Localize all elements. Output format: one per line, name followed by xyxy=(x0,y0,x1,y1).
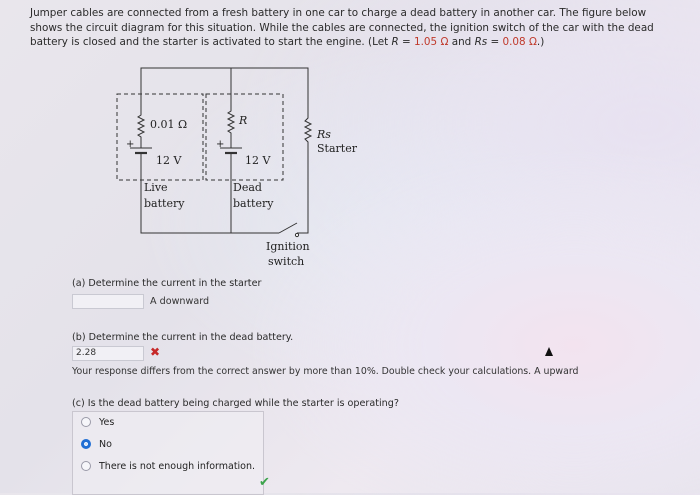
rs-variable: Rs xyxy=(474,36,488,49)
live-battery-box xyxy=(117,94,203,180)
starter-symbol-label: Rs xyxy=(317,128,331,141)
option-no[interactable] xyxy=(73,435,112,453)
rs-equals: = xyxy=(487,36,503,49)
dead-label-line1: Dead xyxy=(233,181,262,194)
problem-statement xyxy=(30,6,690,50)
option-no-label: No xyxy=(99,438,112,450)
live-label-line2: battery xyxy=(144,197,185,210)
switch-label-line1: Ignition xyxy=(266,240,310,253)
part-a-question: (a) Determine the current in the starter xyxy=(72,278,262,289)
starter-label: Starter xyxy=(317,142,357,155)
dead-plus-sign: + xyxy=(216,139,225,150)
r-equals: = xyxy=(398,36,415,49)
part-a-unit: A downward xyxy=(150,296,210,307)
top-wire xyxy=(141,68,308,114)
x-icon: ✖ xyxy=(150,345,161,359)
radio-yes[interactable] xyxy=(81,417,91,427)
circuit-diagram xyxy=(108,60,357,275)
mouse-cursor-icon xyxy=(545,347,553,356)
part-b-answer-field[interactable]: 2.28 xyxy=(72,346,144,361)
problem-close: .) xyxy=(536,36,545,49)
switch-contact xyxy=(295,233,298,236)
problem-line-3-text: battery is closed and the starter is activated to start the engine. (Let xyxy=(30,36,392,49)
starter-resistor-symbol xyxy=(305,114,311,152)
dead-resistance-label: R xyxy=(239,114,248,127)
dead-label-line2: battery xyxy=(233,197,274,210)
radio-no-selected[interactable] xyxy=(81,439,91,449)
option-not-enough-info-label: There is not enough information. xyxy=(99,460,256,472)
part-c-choices xyxy=(72,411,270,495)
part-c-question: (c) Is the dead battery being charged while the starter is operating? xyxy=(72,398,399,409)
and-text: and xyxy=(448,36,475,49)
option-not-enough-info[interactable] xyxy=(73,457,255,475)
starter-bottom-wire xyxy=(297,152,308,233)
live-voltage-label: 12 V xyxy=(156,154,182,167)
part-b-feedback: Your response differs from the correct answer by more than 10%. Double check your calculations. A upward xyxy=(72,366,579,377)
dead-voltage-label: 12 V xyxy=(245,154,271,167)
live-label-line1: Live xyxy=(144,181,168,194)
problem-line-2: shows the circuit diagram for this situation. While the cables are connected, the ignition switch of the car with the dead xyxy=(30,21,654,34)
problem-line-1: Jumper cables are connected from a fresh battery in one car to charge a dead battery in another car. The figure below xyxy=(30,7,647,19)
live-resistance-label: 0.01 Ω xyxy=(150,118,188,131)
option-yes-label: Yes xyxy=(99,416,115,428)
live-plus-sign: + xyxy=(126,139,135,150)
live-resistor-symbol xyxy=(138,112,144,148)
dead-battery-box xyxy=(206,94,283,180)
problem-line-3 xyxy=(30,35,690,50)
r-value: 1.05 Ω xyxy=(414,36,449,49)
option-yes[interactable] xyxy=(73,413,114,431)
dead-resistor-symbol xyxy=(228,108,234,148)
part-a-answer-field[interactable] xyxy=(72,294,144,309)
r-variable: R xyxy=(391,36,399,49)
rs-value: 0.08 Ω xyxy=(502,36,537,49)
radio-not-enough-info[interactable] xyxy=(81,461,91,471)
check-icon: ✔ xyxy=(259,475,270,490)
switch-label-line2: switch xyxy=(268,255,305,268)
part-b-question: (b) Determine the current in the dead battery. xyxy=(72,332,294,343)
switch-lever xyxy=(279,223,297,233)
